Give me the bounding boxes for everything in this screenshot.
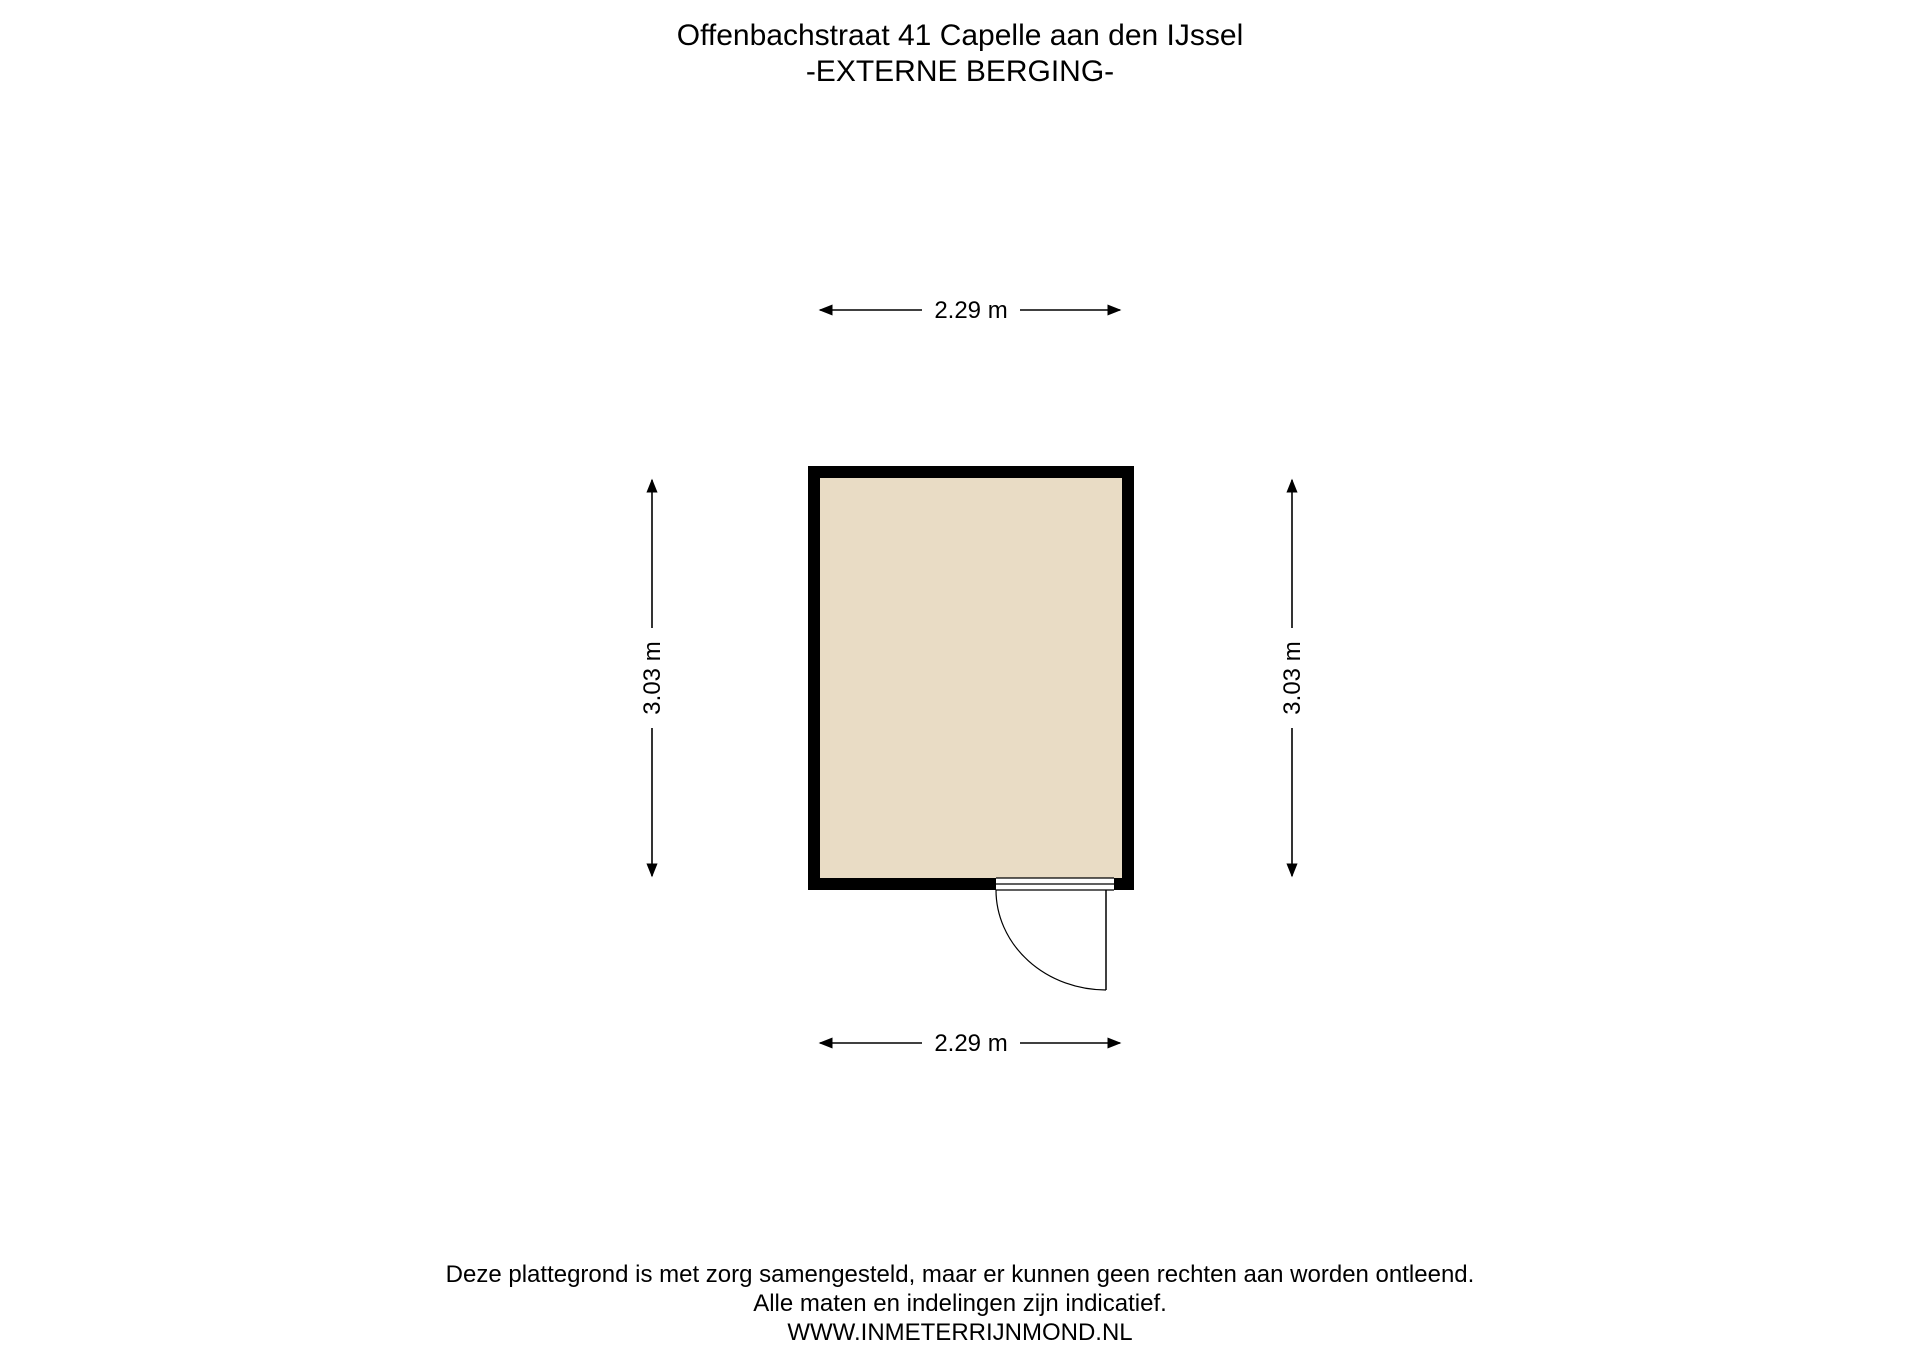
dimension-bottom-width xyxy=(820,1030,1120,1057)
room-floor xyxy=(820,478,1122,878)
indicative-note: Alle maten en indelingen zijn indicatief. xyxy=(753,1290,1167,1317)
dimension-top-width xyxy=(820,297,1120,324)
door-swing-arc xyxy=(996,890,1106,990)
website-link[interactable]: WWW.INMETERRIJNMOND.NL xyxy=(787,1319,1133,1346)
dimension-top-label: 2.29 m xyxy=(934,297,1008,324)
room-title: -EXTERNE BERGING- xyxy=(805,55,1115,88)
address-title: Offenbachstraat 41 Capelle aan den IJssel xyxy=(676,19,1244,52)
dimension-left-height xyxy=(639,480,666,876)
disclaimer-text: Deze plattegrond is met zorg samengesteld, maar er kunnen geen rechten aan worden ontleend. xyxy=(445,1261,1475,1288)
dimension-bottom-label: 2.29 m xyxy=(934,1030,1008,1057)
storage-room xyxy=(808,466,1134,990)
dimension-left-label: 3.03 m xyxy=(639,641,666,715)
dimension-right-label: 3.03 m xyxy=(1279,641,1306,715)
dimension-right-height xyxy=(1279,480,1306,876)
footer xyxy=(0,1260,1920,1347)
